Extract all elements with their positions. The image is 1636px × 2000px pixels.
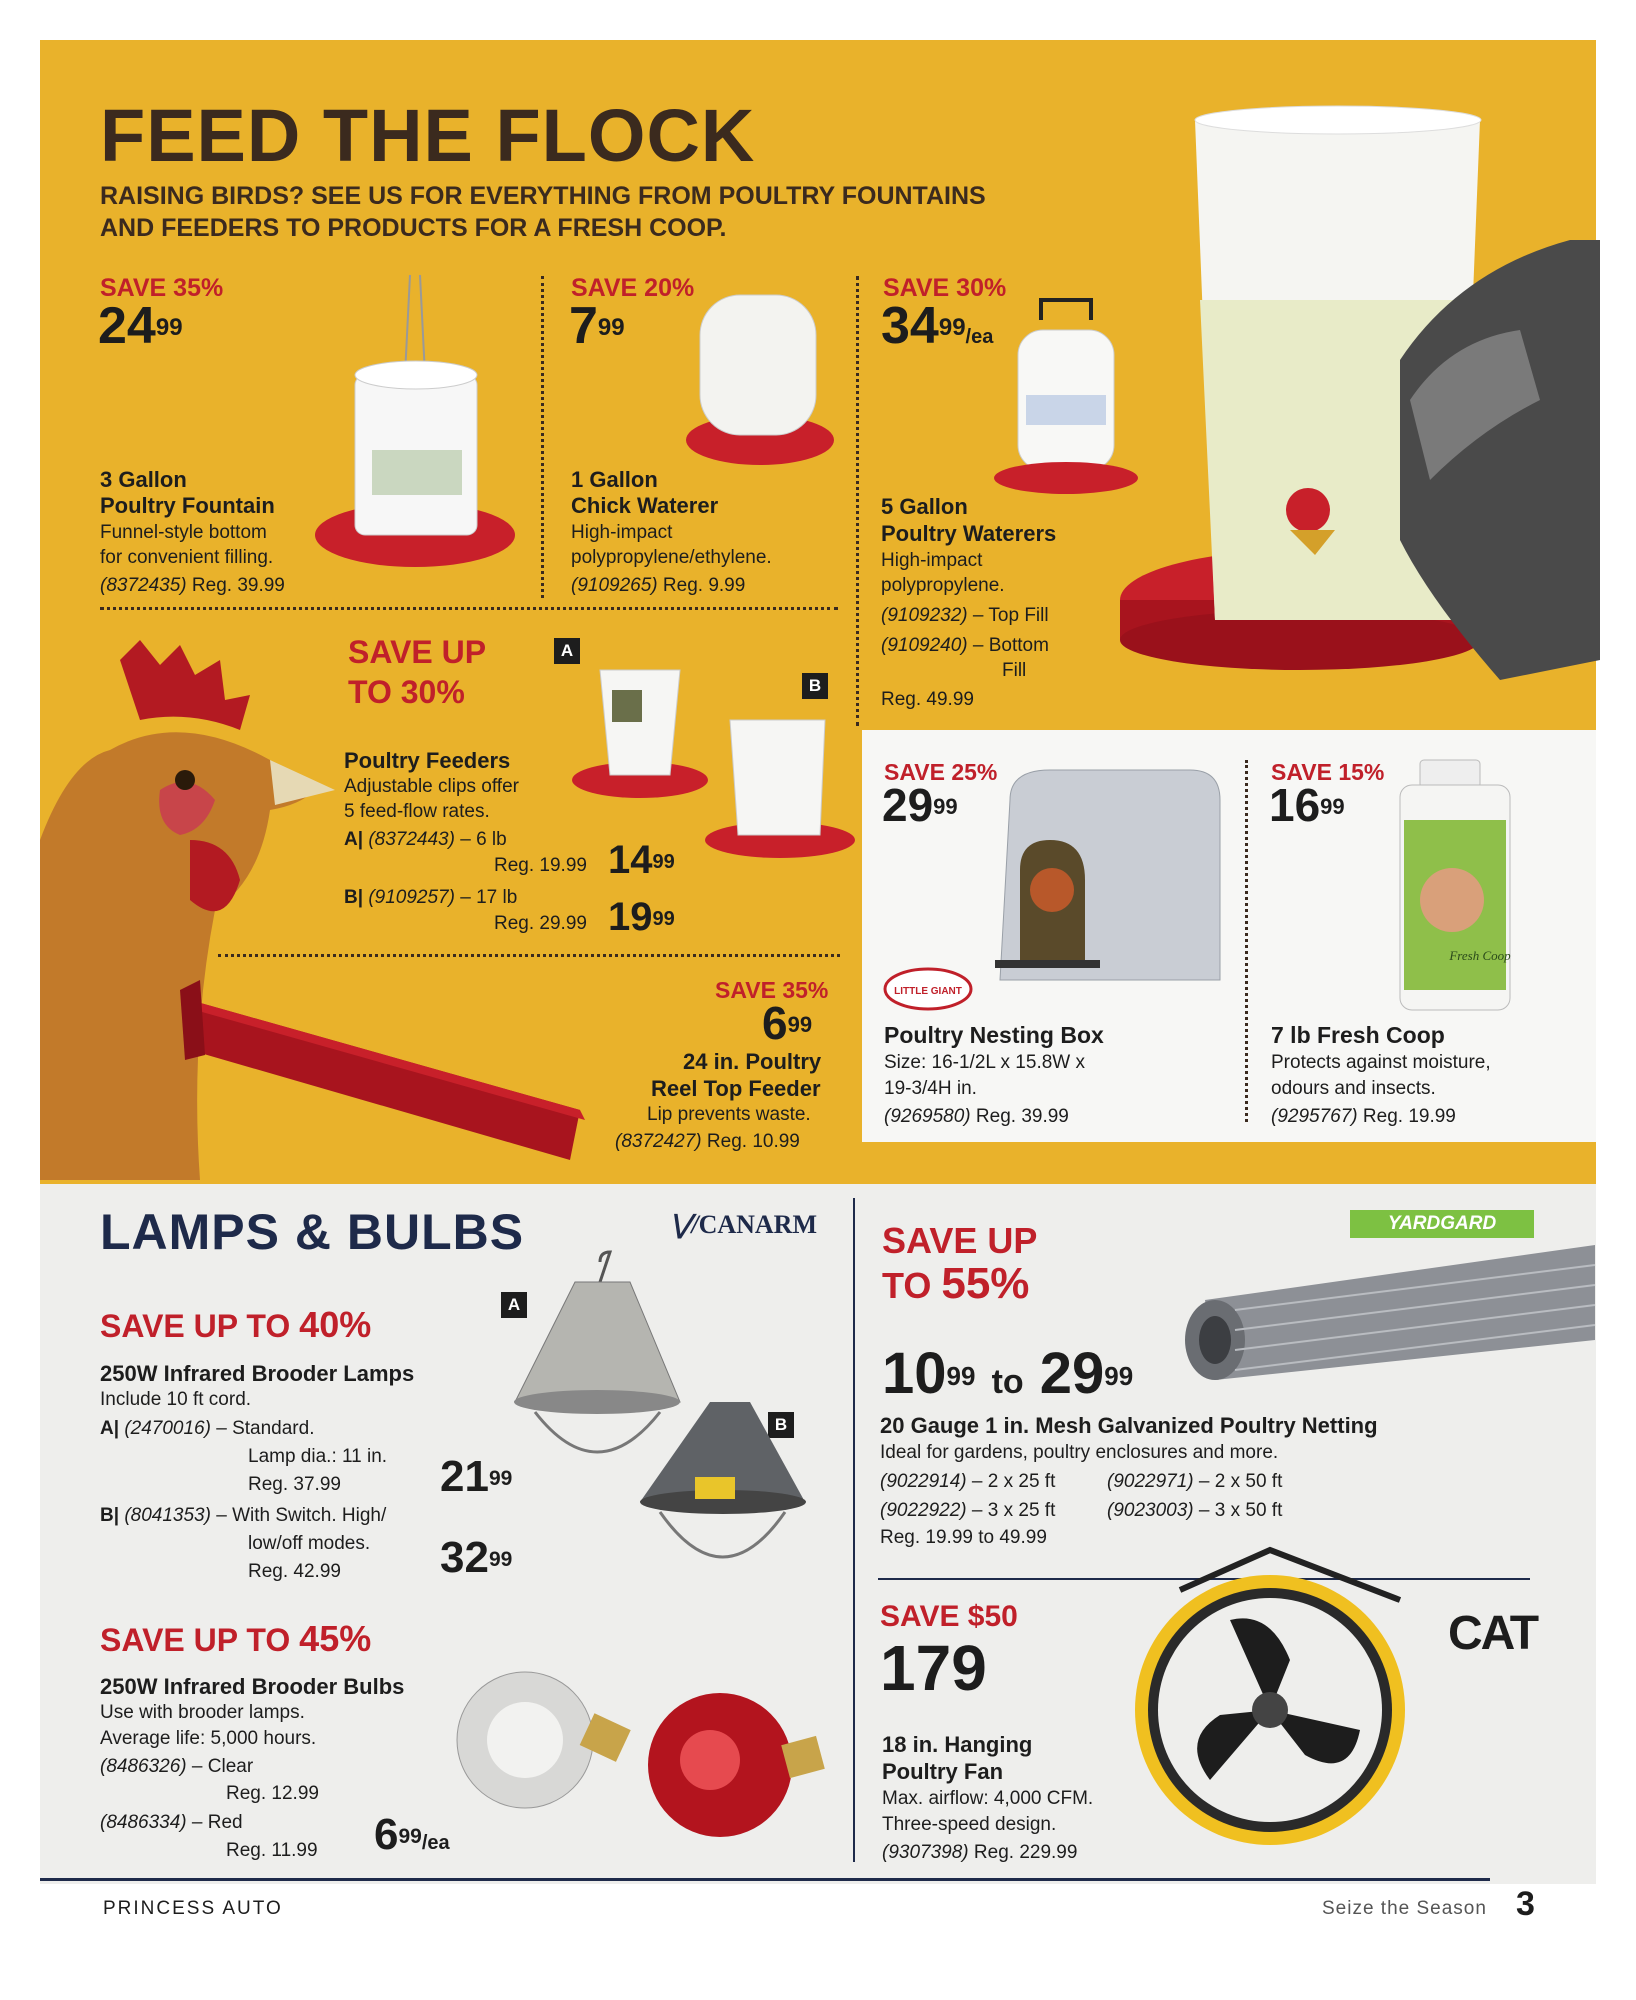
lamps-b-line: B| (8041353) – With Switch. High/ [100, 1505, 387, 1526]
subtitle-line-2: AND FEEDERS TO PRODUCTS FOR A FRESH COOP. [100, 214, 727, 242]
page-title: FEED THE FLOCK [100, 94, 756, 177]
lamps-b-desc-2: low/off modes. [248, 1533, 371, 1554]
feeders-save-2: TO 30% [348, 674, 465, 710]
feeders-desc-2: 5 feed-flow rates. [344, 801, 490, 822]
lamps-a-line: A| (2470016) – Standard. [100, 1418, 315, 1439]
waterers5-save: SAVE 30% [883, 274, 1007, 302]
feeders-image [570, 640, 860, 870]
waterer-desc-2: polypropylene/ethylene. [571, 547, 772, 568]
feeders-badge-b: B [802, 673, 828, 699]
lamps-desc: Include 10 ft cord. [100, 1389, 252, 1410]
waterer-image [686, 290, 836, 470]
canarm-logo: ⋁/CANARM [670, 1210, 817, 1239]
waterers5-price: $34^{99}/ea$ [881, 297, 994, 355]
netting-size-1: (9022914) – 2 x 25 ft [880, 1471, 1056, 1492]
feeders-b-reg: Reg. 29.99 [494, 913, 587, 934]
lamps-badge-b: B [768, 1412, 794, 1438]
yardgard-logo: YARDGARD [1350, 1210, 1534, 1238]
netting-size-3: (9022922) – 3 x 25 ft [880, 1500, 1056, 1521]
freshcoop-code-reg: (9295767) Reg. 19.99 [1271, 1106, 1456, 1127]
fountain-price: $24^{99}$ [98, 297, 183, 355]
waterer-name-2: Chick Waterer [571, 493, 719, 518]
feeders-a-line: A| (8372443) – 6 lb [344, 829, 507, 850]
fan-code-reg: (9307398) Reg. 229.99 [882, 1842, 1078, 1863]
little-giant-logo [883, 966, 973, 1012]
freshcoop-name: 7 lb Fresh Coop [1271, 1022, 1445, 1048]
fountain-desc-1: Funnel-style bottom [100, 522, 267, 543]
waterers5-desc-1: High-impact [881, 550, 983, 571]
freshcoop-desc-2: odours and insects. [1271, 1078, 1436, 1099]
waterer-save: SAVE 20% [571, 274, 695, 302]
waterer-name-1: 1 Gallon [571, 467, 658, 492]
svg-text:Fresh Coop: Fresh Coop [1449, 948, 1511, 963]
divider-5 [1245, 760, 1248, 1122]
bulbs-clear-reg: Reg. 12.99 [226, 1783, 319, 1804]
bulbs-name: 250W Infrared Brooder Bulbs [100, 1674, 405, 1699]
feeders-name: Poultry Feeders [344, 748, 511, 773]
reel-feeder-save: SAVE 35% [715, 977, 829, 1003]
nesting-desc-1: Size: 16-1/2L x 15.8W x [884, 1052, 1086, 1073]
fan-name-2: Poultry Fan [882, 1759, 1004, 1784]
feeders-a-reg: Reg. 19.99 [494, 855, 587, 876]
fresh-coop-image [1390, 760, 1530, 1015]
fan-name-1: 18 in. Hanging [882, 1732, 1033, 1757]
freshcoop-price: $16^{99}$ [1269, 779, 1345, 831]
netting-name: 20 Gauge 1 in. Mesh Galvanized Poultry Netting [880, 1413, 1378, 1438]
lamps-a-desc-2: Lamp dia.: 11 in. [248, 1446, 388, 1467]
poultry-netting-image [1175, 1240, 1600, 1390]
lamps-a-price: $21^{99}$ [440, 1452, 513, 1501]
feeders-save-1: SAVE UP [348, 634, 487, 670]
lamps-a-reg: Reg. 37.99 [248, 1474, 341, 1495]
bulbs-price: $6^{99}/ea$ [374, 1810, 450, 1859]
bulbs-desc-2: Average life: 5,000 hours. [100, 1728, 317, 1749]
footer-rule [40, 1878, 1490, 1881]
divider-3 [100, 607, 838, 610]
netting-price-range: $10^{99}$ to $29^{99}$ [882, 1341, 1134, 1406]
feeders-b-price: $19^{99}$ [608, 895, 675, 939]
feeders-badge-a: A [554, 638, 580, 664]
hanging-fan-image [1120, 1550, 1430, 1850]
lamps-b-price: $32^{99}$ [440, 1533, 513, 1582]
waterers5-name-1: 5 Gallon [881, 494, 968, 519]
fountain-image [310, 275, 530, 575]
bulbs-save: SAVE UP TO 45% [100, 1618, 372, 1659]
netting-size-4: (9023003) – 3 x 50 ft [1107, 1500, 1283, 1521]
fountain-save: SAVE 35% [100, 274, 224, 302]
waterer-code-reg: (9109265) Reg. 9.99 [571, 575, 746, 596]
svg-text:LITTLE GIANT: LITTLE GIANT [894, 986, 962, 997]
waterer-price: $7^{99}$ [569, 297, 625, 355]
freshcoop-desc-1: Protects against moisture, [1271, 1052, 1491, 1073]
lamps-title: LAMPS & BULBS [100, 1204, 525, 1260]
waterers5-name-2: Poultry Waterers [881, 521, 1057, 546]
waterers5-image [996, 300, 1146, 500]
bulbs-red-line: (8486334) – Red [100, 1812, 243, 1833]
fan-desc-1: Max. airflow: 4,000 CFM. [882, 1788, 1094, 1809]
lamps-b-reg: Reg. 42.99 [248, 1561, 341, 1582]
footer-tagline: Seize the Season [1322, 1898, 1487, 1919]
waterers5-desc-2: polypropylene. [881, 575, 1005, 596]
netting-save-2: TO 55% [882, 1259, 1030, 1308]
waterer-desc-1: High-impact [571, 522, 673, 543]
reel-feeder-name-1: 24 in. Poultry [683, 1049, 822, 1074]
netting-reg: Reg. 19.99 to 49.99 [880, 1527, 1047, 1548]
fountain-name-2: Poultry Fountain [100, 493, 275, 518]
page-number: 3 [1516, 1885, 1535, 1923]
large-fountain-chicken-image [1100, 100, 1600, 700]
fan-desc-2: Three-speed design. [882, 1814, 1057, 1835]
reel-feeder-price: $6^{99}$ [762, 997, 813, 1049]
feeders-a-price: $14^{99}$ [608, 838, 675, 882]
nesting-code-reg: (9269580) Reg. 39.99 [884, 1106, 1069, 1127]
netting-size-2: (9022971) – 2 x 50 ft [1107, 1471, 1283, 1492]
feeders-desc-1: Adjustable clips offer [344, 776, 519, 797]
bulbs-red-reg: Reg. 11.99 [226, 1840, 318, 1861]
fountain-name-1: 3 Gallon [100, 467, 187, 492]
subtitle-line-1: RAISING BIRDS? SEE US FOR EVERYTHING FROM POULTRY FOUNTAINS [100, 182, 986, 210]
reel-feeder-code-reg: (8372427) Reg. 10.99 [615, 1131, 800, 1152]
canarm-mark-icon: ⋁/ [670, 1210, 699, 1239]
brooder-bulbs-image [455, 1660, 835, 1860]
fountain-desc-2: for convenient filling. [100, 547, 274, 568]
nesting-save: SAVE 25% [884, 759, 998, 785]
netting-desc: Ideal for gardens, poultry enclosures and more. [880, 1442, 1279, 1463]
cat-logo: CAT [1448, 1607, 1538, 1660]
fan-save: SAVE $50 [880, 1600, 1018, 1633]
fountain-code-reg: (8372435) Reg. 39.99 [100, 575, 285, 596]
nesting-price: $29^{99}$ [882, 779, 958, 831]
footer-brand: PRINCESS AUTO [103, 1898, 283, 1919]
waterers5-variant-2b: Fill [1002, 660, 1027, 681]
freshcoop-save: SAVE 15% [1271, 759, 1385, 785]
waterers5-variant-1: (9109232) – Top Fill [881, 605, 1049, 626]
feeders-b-line: B| (9109257) – 17 lb [344, 887, 518, 908]
divider-4 [218, 954, 840, 957]
lamps-save: SAVE UP TO 40% [100, 1304, 372, 1345]
waterers5-reg: Reg. 49.99 [881, 689, 974, 710]
lamps-badge-a: A [501, 1292, 527, 1318]
nesting-box-image [990, 760, 1230, 1010]
nesting-name: Poultry Nesting Box [884, 1022, 1104, 1048]
lamps-name: 250W Infrared Brooder Lamps [100, 1361, 415, 1386]
fan-price: 179 [880, 1632, 987, 1704]
nesting-desc-2: 19-3/4H in. [884, 1078, 977, 1099]
reel-feeder-name-2: Reel Top Feeder [651, 1076, 821, 1101]
bulbs-desc-1: Use with brooder lamps. [100, 1702, 305, 1723]
reel-feeder-desc: Lip prevents waste. [647, 1104, 811, 1125]
netting-save-1: SAVE UP [882, 1220, 1038, 1261]
waterers5-variant-2: (9109240) – Bottom [881, 635, 1049, 656]
brooder-lamps-image [505, 1262, 825, 1622]
bulbs-clear-line: (8486326) – Clear [100, 1756, 254, 1777]
divider-1 [541, 276, 544, 598]
reel-feeder-image [180, 960, 600, 1180]
lamps-vertical-divider [853, 1198, 855, 1862]
